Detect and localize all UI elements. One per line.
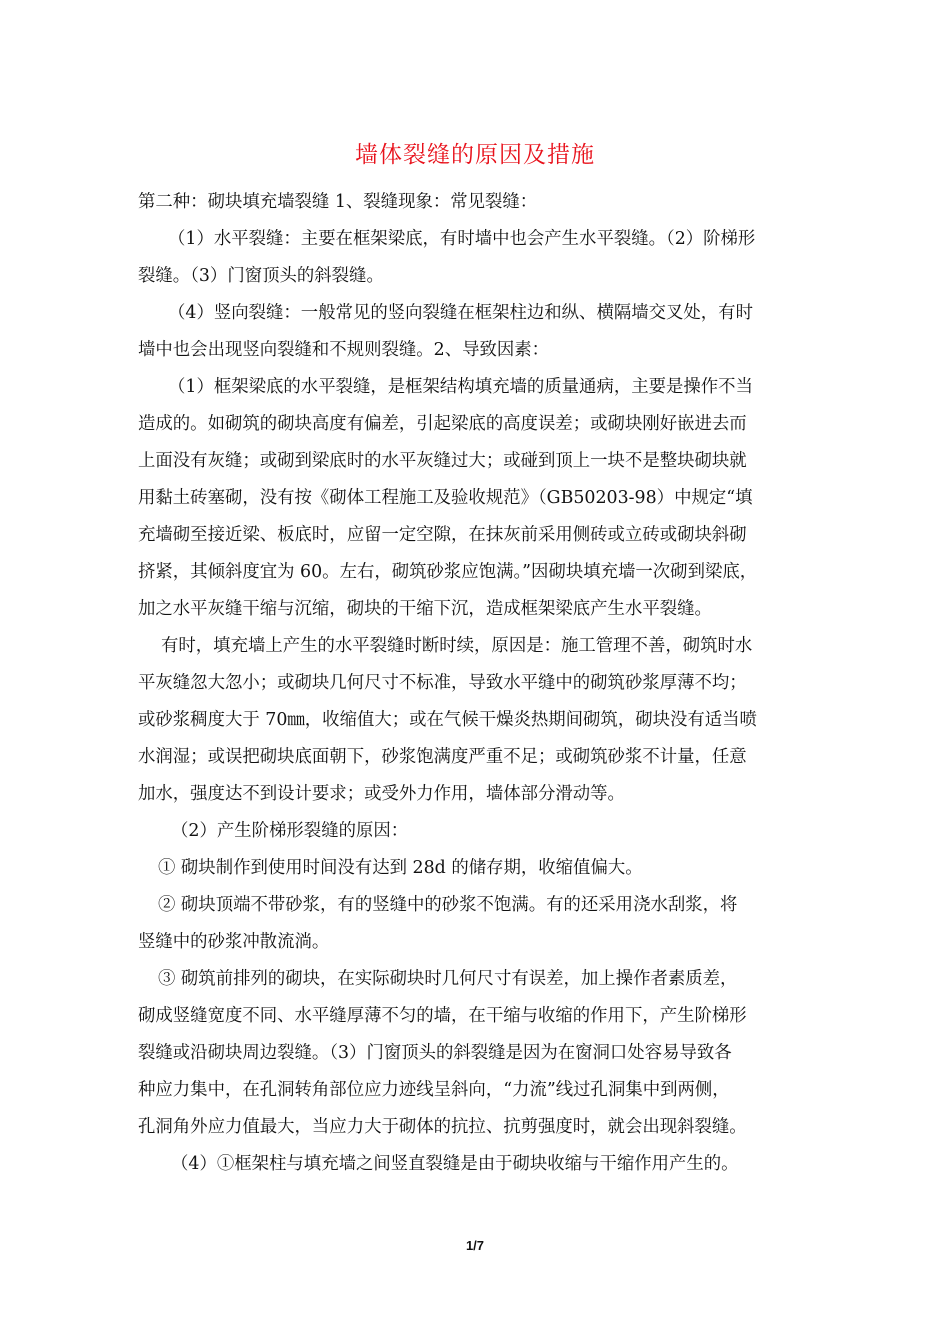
text-line: 孔洞角外应力值最大，当应力大于砌体的抗拉、抗剪强度时，就会出现斜裂缝。 <box>138 1117 747 1137</box>
text-line: （2）产生阶梯形裂缝的原因： <box>171 821 409 841</box>
text-line: 有时，填充墙上产生的水平裂缝时断时续，原因是：施工管理不善，砌筑时水 <box>161 636 753 656</box>
text-line: ① 砌块制作到使用时间没有达到 28d 的储存期，收缩值偏大。 <box>158 858 643 878</box>
text-line: 裂缝或沿砌块周边裂缝。（3）门窗顶头的斜裂缝是因为在窗洞口处容易导致各 <box>138 1043 732 1063</box>
text-line: 砌成竖缝宽度不同、水平缝厚薄不匀的墙，在干缩与收缩的作用下，产生阶梯形 <box>138 1006 747 1026</box>
text-line: 充墙砌至接近梁、板底时，应留一定空隙，在抹灰前采用侧砖或立砖或砌块斜砌 <box>138 525 747 545</box>
page-number: 1/7 <box>465 1238 485 1253</box>
document-body <box>138 184 822 1183</box>
text-line: 加水，强度达不到设计要求；或受外力作用，墙体部分滑动等。 <box>138 784 625 804</box>
text-line: 种应力集中，在孔洞转角部位应力迹线呈斜向，“力流”线过孔洞集中到两侧， <box>138 1080 730 1100</box>
text-line: 第二种：砌块填充墙裂缝 1、裂缝现象：常见裂缝： <box>138 192 538 212</box>
document-title: 墙体裂缝的原因及措施 <box>355 142 595 168</box>
text-line: 挤紧，其倾斜度宜为 60。左右，砌筑砂浆应饱满。”因砌块填充墙一次砌到梁底， <box>138 562 758 582</box>
text-line: 水润湿；或误把砌块底面朝下，砂浆饱满度严重不足；或砌筑砂浆不计量，任意 <box>138 747 747 767</box>
text-line: 造成的。如砌筑的砌块高度有偏差，引起梁底的高度误差；或砌块刚好嵌进去而 <box>138 414 747 434</box>
text-line: 平灰缝忽大忽小；或砌块几何尺寸不标准，导致水平缝中的砌筑砂浆厚薄不均； <box>138 673 747 693</box>
text-line: 加之水平灰缝干缩与沉缩，砌块的干缩下沉，造成框架梁底产生水平裂缝。 <box>138 599 712 619</box>
text-line: ③ 砌筑前排列的砌块，在实际砌块时几何尺寸有误差，加上操作者素质差， <box>158 969 738 989</box>
text-line: 墙中也会出现竖向裂缝和不规则裂缝。2、导致因素： <box>138 340 550 360</box>
text-line: 上面没有灰缝；或砌到梁底时的水平灰缝过大；或碰到顶上一块不是整块砌块就 <box>138 451 747 471</box>
text-line: 或砂浆稠度大于 70㎜，收缩值大；或在气候干燥炎热期间砌筑，砌块没有适当喷 <box>138 710 757 730</box>
text-line: 裂缝。（3）门窗顶头的斜裂缝。 <box>138 266 384 286</box>
text-line: （4）竖向裂缝：一般常见的竖向裂缝在框架柱边和纵、横隔墙交叉处，有时 <box>168 303 753 323</box>
text-line: 竖缝中的砂浆冲散流淌。 <box>138 932 330 952</box>
text-line: （1）水平裂缝：主要在框架梁底，有时墙中也会产生水平裂缝。（2）阶梯形 <box>168 229 756 249</box>
text-line: （1）框架梁底的水平裂缝，是框架结构填充墙的质量通病，主要是操作不当 <box>168 377 753 397</box>
text-line: （4）①框架柱与填充墙之间竖直裂缝是由于砌块收缩与干缩作用产生的。 <box>171 1154 739 1174</box>
text-line: ② 砌块顶端不带砂浆，有的竖缝中的砂浆不饱满。有的还采用浇水刮浆，将 <box>158 895 738 915</box>
text-line: 用黏土砖塞砌，没有按《砌体工程施工及验收规范》（GB50203-98）中规定“填 <box>138 488 753 508</box>
